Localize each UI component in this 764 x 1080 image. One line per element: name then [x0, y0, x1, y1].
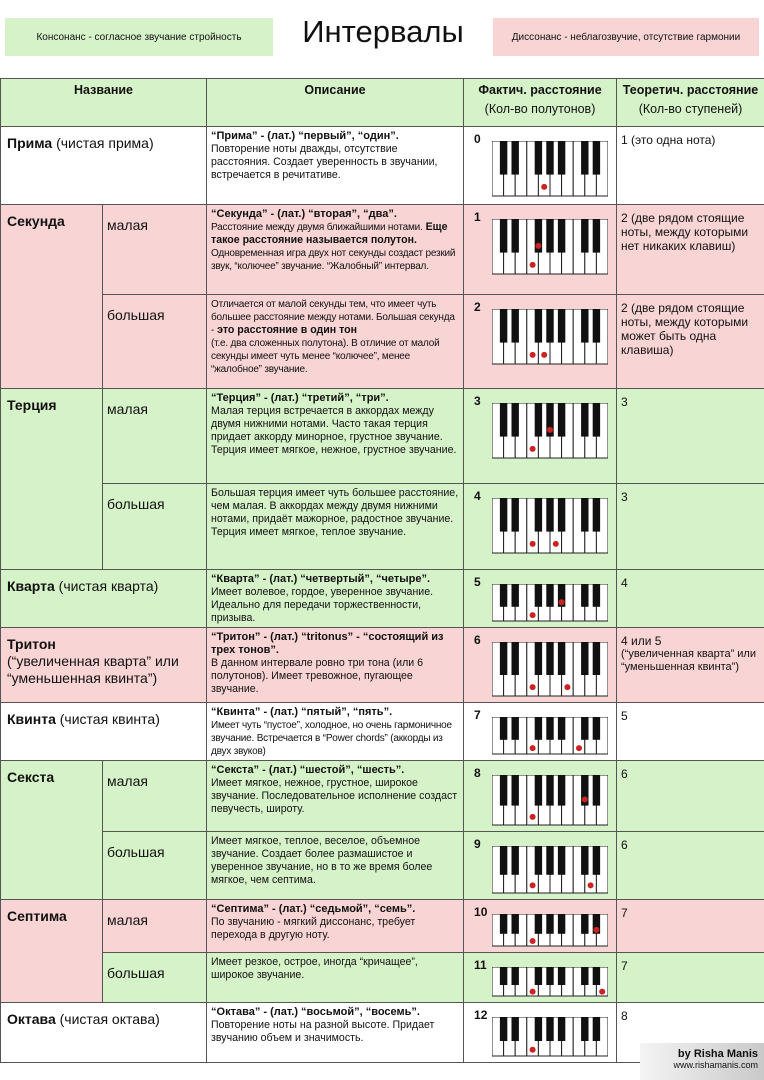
interval-row	[1, 832, 764, 900]
credit-site: www.rishamanis.com	[673, 1060, 758, 1070]
black-key	[546, 498, 553, 532]
interval-degrees	[617, 205, 764, 295]
interval-description	[207, 900, 464, 953]
interval-name	[1, 703, 207, 761]
note-dot	[553, 541, 559, 547]
interval-semitones	[464, 127, 617, 205]
black-key	[535, 403, 542, 437]
black-key	[546, 967, 553, 985]
interval-semitones	[464, 900, 617, 953]
black-key	[535, 846, 542, 875]
black-key	[581, 219, 588, 253]
black-key	[558, 141, 565, 175]
note-dot	[530, 814, 536, 820]
interval-degrees	[617, 832, 764, 900]
note-dot	[530, 446, 536, 452]
credit-author: by Risha Manis	[677, 1048, 758, 1060]
interval-description	[207, 628, 464, 703]
interval-name-main: Секста	[7, 769, 55, 785]
piano-keyboard-icon	[492, 775, 608, 826]
interval-description	[207, 761, 464, 832]
interval-description-text: Повторение ноты на разной высоте. Придает звучанию объем и значимость.	[211, 1019, 435, 1044]
dissonance-legend: Диссонанс - неблагозвучие, отсутствие гармонии	[493, 18, 759, 56]
black-key	[500, 846, 507, 875]
degree-note: (две рядом стоящие ноты, между которыми нет никаких клавиш)	[621, 211, 749, 253]
interval-etymology: “Секунда” - (лат.) “вторая”, “два”.	[211, 208, 397, 220]
black-key	[512, 309, 519, 343]
interval-description-more: Одновременная игра двух нот секунды создаст резкий звук, “колючее” звучание. “Жалобный” интервал.	[211, 248, 456, 272]
interval-etymology: “Тритон” - (лат.) “tritonus” - “состоящий из трех тонов”.	[211, 631, 444, 656]
black-key	[512, 141, 519, 175]
interval-name	[1, 570, 207, 628]
note-dot	[599, 989, 605, 995]
black-key	[581, 967, 588, 985]
piano-keyboard-icon	[492, 498, 608, 554]
semitone-count: 2	[474, 300, 481, 314]
black-key	[558, 775, 565, 806]
black-key	[581, 403, 588, 437]
black-key	[535, 717, 542, 740]
black-key	[593, 584, 600, 607]
interval-name	[1, 628, 207, 703]
black-key	[500, 1017, 507, 1041]
degree-count: 2	[621, 211, 628, 225]
black-key	[512, 1017, 519, 1041]
interval-description	[207, 205, 464, 295]
degree-count: 4	[621, 576, 628, 590]
piano-keyboard-icon	[492, 219, 608, 275]
interval-description-text: В данном интервале ровно три тона (или 6 полутонов). Имеет тревожное, пугающее звучание.	[211, 657, 424, 695]
degree-count: 5	[621, 709, 628, 723]
interval-degrees	[617, 389, 764, 484]
interval-description	[207, 570, 464, 628]
interval-degrees	[617, 761, 764, 832]
interval-semitones	[464, 295, 617, 389]
black-key	[512, 642, 519, 675]
interval-description-text: Имеет волевое, гордое, уверенное звучание. Идеально для передачи торжественности, призыва.	[211, 586, 434, 624]
black-key	[500, 642, 507, 675]
note-dot	[530, 612, 536, 618]
interval-description-emphasis: это расстояние в один тон	[217, 324, 358, 336]
interval-name-main: Септима	[7, 908, 67, 924]
black-key	[581, 309, 588, 343]
interval-name-main: Кварта	[7, 578, 55, 594]
piano-keyboard-icon	[492, 1017, 608, 1057]
interval-row	[1, 900, 764, 953]
note-dot	[576, 745, 582, 751]
interval-row	[1, 205, 764, 295]
black-key	[535, 642, 542, 675]
black-key	[581, 584, 588, 607]
interval-degrees	[617, 295, 764, 389]
black-key	[558, 642, 565, 675]
interval-name-extra: (чистая квинта)	[55, 711, 160, 727]
black-key	[546, 1017, 553, 1041]
black-key	[558, 219, 565, 253]
note-dot	[593, 927, 599, 933]
interval-name	[1, 900, 103, 1003]
semitone-count: 8	[474, 766, 481, 780]
semitone-count: 4	[474, 489, 481, 503]
piano-keyboard-icon	[492, 141, 608, 197]
black-key	[500, 584, 507, 607]
degree-count: 3	[621, 395, 628, 409]
black-key	[546, 309, 553, 343]
note-dot	[547, 427, 553, 433]
interval-description-text: Отличается от малой секунды тем, что имеет чуть большее расстояние между нотами. Большая секунда -	[211, 299, 455, 336]
black-key	[593, 717, 600, 740]
interval-description-emphasis: Еще такое расстояние называется полутон.	[211, 221, 448, 246]
page-title: Интервалы	[302, 14, 464, 49]
interval-description-more: (т.е. два сложенных полутона). В отличие от малой секунды имеет чуть менее “колючее”, менее “жалобное” звучание.	[211, 338, 440, 375]
col-header-description: Описание	[207, 79, 464, 127]
col-header-name: Название	[1, 79, 207, 127]
interval-description-text: Имеет мягкое, нежное, грустное, широкое звучание. Последовательное исполнение создаст певучесть, широту.	[211, 777, 458, 815]
black-key	[546, 914, 553, 934]
interval-etymology: “Терция” - (лат.) “третий”, “три”.	[211, 392, 389, 404]
interval-degrees	[617, 484, 764, 570]
black-key	[546, 141, 553, 175]
black-key	[558, 1017, 565, 1041]
black-key	[512, 846, 519, 875]
black-key	[546, 717, 553, 740]
black-key	[546, 775, 553, 806]
black-key	[500, 914, 507, 934]
interval-degrees	[617, 628, 764, 703]
note-dot	[535, 243, 541, 249]
interval-description-text: Имеет резкое, острое, иногда “кричащее”, широкое звучание.	[211, 956, 418, 981]
interval-description	[207, 484, 464, 570]
black-key	[500, 309, 507, 343]
interval-description-text: Малая терция встречается в аккордах между двумя нижними нотами. Часто такая терция придает аккорду минорное, грустное звучание. Терция имеет мягкое, нежное, грустное звучание.	[211, 405, 457, 456]
interval-description	[207, 295, 464, 389]
interval-degrees	[617, 953, 764, 1003]
degree-note: (это одна нота)	[631, 133, 716, 147]
black-key	[546, 584, 553, 607]
black-key	[558, 498, 565, 532]
interval-degrees	[617, 570, 764, 628]
interval-row	[1, 703, 764, 761]
semitone-count: 5	[474, 575, 481, 589]
black-key	[535, 967, 542, 985]
interval-degrees	[617, 127, 764, 205]
black-key	[500, 967, 507, 985]
note-dot	[530, 745, 536, 751]
note-dot	[588, 882, 594, 888]
black-key	[593, 141, 600, 175]
black-key	[500, 219, 507, 253]
col-header-theory-sub: (Кол-во ступеней)	[638, 102, 743, 116]
note-dot	[559, 599, 565, 605]
black-key	[512, 717, 519, 740]
note-dot	[564, 684, 570, 690]
black-key	[593, 642, 600, 675]
black-key	[546, 219, 553, 253]
interval-name-main: Октава	[7, 1011, 56, 1027]
black-key	[500, 498, 507, 532]
black-key	[558, 914, 565, 934]
black-key	[535, 914, 542, 934]
interval-semitones	[464, 570, 617, 628]
note-dot	[530, 684, 536, 690]
black-key	[512, 775, 519, 806]
interval-description	[207, 389, 464, 484]
black-key	[535, 1017, 542, 1041]
piano-keyboard-icon	[492, 309, 608, 365]
semitone-count: 1	[474, 210, 481, 224]
degree-count: 6	[621, 838, 628, 852]
interval-name-main: Квинта	[7, 711, 56, 727]
interval-description	[207, 703, 464, 761]
intervals-table	[0, 78, 764, 1063]
note-dot	[530, 262, 536, 268]
note-dot	[530, 541, 536, 547]
note-dot	[530, 989, 536, 995]
interval-quality: большая	[103, 832, 207, 900]
col-header-actual-title: Фактич. расстояние	[478, 83, 602, 97]
note-dot	[530, 938, 536, 944]
interval-description	[207, 127, 464, 205]
black-key	[535, 309, 542, 343]
black-key	[500, 403, 507, 437]
degree-count: 6	[621, 767, 628, 781]
piano-keyboard-icon	[492, 642, 608, 697]
piano-keyboard-icon	[492, 403, 608, 459]
semitone-count: 9	[474, 837, 481, 851]
interval-quality: большая	[103, 484, 207, 570]
black-key	[558, 717, 565, 740]
interval-etymology: “Секста” - (лат.) “шестой”, “шесть”.	[211, 764, 405, 776]
interval-quality: большая	[103, 953, 207, 1003]
header	[0, 0, 764, 78]
black-key	[593, 967, 600, 985]
semitone-count: 11	[474, 958, 487, 972]
note-dot	[541, 184, 547, 190]
black-key	[593, 1017, 600, 1041]
interval-description-text: Повторение ноты дважды, отсутствие расстояния. Создает уверенность в звучании, встречается в речитативе.	[211, 143, 438, 181]
black-key	[535, 775, 542, 806]
interval-etymology: “Квинта” - (лат.) “пятый”, “пять”.	[211, 706, 393, 718]
black-key	[558, 309, 565, 343]
interval-description-text: Расстояние между двумя ближайшими нотами.	[211, 222, 423, 233]
piano-keyboard-icon	[492, 914, 608, 947]
consonance-legend: Консонанс - согласное звучание стройность	[5, 18, 273, 56]
degree-count: 2	[621, 301, 628, 315]
piano-keyboard-icon	[492, 584, 608, 622]
interval-row	[1, 127, 764, 205]
black-key	[512, 967, 519, 985]
interval-name	[1, 205, 103, 389]
black-key	[581, 642, 588, 675]
interval-name	[1, 761, 103, 900]
degree-count: 7	[621, 959, 628, 973]
note-dot	[530, 882, 536, 888]
interval-degrees	[617, 703, 764, 761]
interval-etymology: “Кварта” - (лат.) “четвертый”, “четыре”.	[211, 573, 431, 585]
interval-semitones	[464, 1003, 617, 1063]
interval-row	[1, 761, 764, 832]
interval-name-main: Прима	[7, 135, 53, 151]
degree-note: (“увеличенная кварта” или “уменьшенная квинта”)	[621, 648, 756, 673]
interval-description-text: По звучанию - мягкий диссонанс, требует перехода в другую ноту.	[211, 916, 416, 941]
interval-quality: малая	[103, 389, 207, 484]
interval-etymology: “Октава” - (лат.) “восьмой”, “восемь”.	[211, 1006, 420, 1018]
black-key	[593, 498, 600, 532]
black-key	[535, 498, 542, 532]
black-key	[535, 141, 542, 175]
interval-description-text: Имеет чуть “пустое”, холодное, но очень гармоничное звучание. Встречается в “Power chords” (аккорды из двух звуков)	[211, 720, 452, 757]
degree-count: 8	[621, 1009, 628, 1023]
semitone-count: 3	[474, 394, 481, 408]
interval-description-text: Большая терция имеет чуть большее расстояние, чем малая. В аккордах между двумя нижними нотами, придаёт мажорное, радостное звучание. Терция имеет мягкое, теплое звучание.	[211, 487, 459, 538]
interval-row	[1, 953, 764, 1003]
interval-name-main: Терция	[7, 397, 57, 413]
col-header-theory	[617, 79, 764, 127]
note-dot	[541, 352, 547, 358]
semitone-count: 6	[474, 633, 481, 647]
black-key	[558, 967, 565, 985]
black-key	[581, 914, 588, 934]
interval-name-extra: (чистая кварта)	[54, 578, 159, 594]
interval-row	[1, 628, 764, 703]
black-key	[593, 403, 600, 437]
interval-quality: малая	[103, 205, 207, 295]
interval-name	[1, 127, 207, 205]
col-header-actual	[464, 79, 617, 127]
semitone-count: 12	[474, 1008, 488, 1022]
degree-count: 1	[621, 133, 628, 147]
interval-semitones	[464, 628, 617, 703]
credit	[640, 1043, 764, 1080]
interval-name-note: (“увеличенная кварта” или “уменьшенная квинта”)	[7, 653, 179, 686]
interval-name	[1, 1003, 207, 1063]
interval-row	[1, 484, 764, 570]
interval-quality: большая	[103, 295, 207, 389]
black-key	[581, 498, 588, 532]
semitone-count: 10	[474, 905, 488, 919]
black-key	[512, 403, 519, 437]
interval-name-main: Секунда	[7, 213, 65, 229]
interval-semitones	[464, 484, 617, 570]
interval-row	[1, 295, 764, 389]
black-key	[593, 775, 600, 806]
black-key	[500, 717, 507, 740]
interval-name-extra: (чистая октава)	[55, 1011, 160, 1027]
interval-row	[1, 389, 764, 484]
black-key	[581, 141, 588, 175]
black-key	[593, 846, 600, 875]
interval-semitones	[464, 703, 617, 761]
black-key	[546, 846, 553, 875]
black-key	[558, 403, 565, 437]
interval-etymology: “Прима” - (лат.) “первый”, “один”.	[211, 130, 399, 142]
degree-count: 4 или 5	[621, 634, 662, 648]
interval-semitones	[464, 761, 617, 832]
piano-keyboard-icon	[492, 846, 608, 894]
interval-name	[1, 389, 103, 570]
degree-note: (две рядом стоящие ноты, между которыми может быть одна клавиша)	[621, 301, 749, 357]
black-key	[512, 914, 519, 934]
interval-description	[207, 1003, 464, 1063]
interval-etymology: “Септима” - (лат.) “седьмой”, “семь”.	[211, 903, 416, 915]
black-key	[581, 717, 588, 740]
note-dot	[582, 796, 588, 802]
black-key	[581, 846, 588, 875]
interval-description	[207, 953, 464, 1003]
interval-semitones	[464, 832, 617, 900]
interval-quality: малая	[103, 761, 207, 832]
black-key	[558, 846, 565, 875]
black-key	[581, 1017, 588, 1041]
black-key	[535, 584, 542, 607]
black-key	[512, 498, 519, 532]
black-key	[512, 584, 519, 607]
black-key	[500, 775, 507, 806]
interval-semitones	[464, 953, 617, 1003]
interval-semitones	[464, 205, 617, 295]
interval-name-extra: (чистая прима)	[52, 135, 154, 151]
interval-degrees	[617, 900, 764, 953]
black-key	[500, 141, 507, 175]
black-key	[593, 219, 600, 253]
interval-semitones	[464, 389, 617, 484]
col-header-actual-sub: (Кол-во полутонов)	[484, 102, 596, 116]
black-key	[546, 642, 553, 675]
degree-count: 7	[621, 906, 628, 920]
note-dot	[530, 352, 536, 358]
piano-keyboard-icon	[492, 717, 608, 755]
interval-name-main: Тритон	[7, 636, 56, 652]
black-key	[512, 219, 519, 253]
interval-row	[1, 570, 764, 628]
semitone-count: 0	[474, 132, 481, 146]
col-header-theory-title: Теоретич. расстояние	[622, 83, 759, 97]
semitone-count: 7	[474, 708, 481, 722]
degree-count: 3	[621, 490, 628, 504]
piano-keyboard-icon	[492, 967, 608, 997]
note-dot	[530, 1047, 536, 1053]
interval-description	[207, 832, 464, 900]
interval-description-text: Имеет мягкое, теплое, веселое, объемное звучание. Создает более размашистое и уверенное звучание, но в то же время более мягкое, чем септима.	[211, 835, 433, 886]
interval-quality: малая	[103, 900, 207, 953]
black-key	[593, 309, 600, 343]
